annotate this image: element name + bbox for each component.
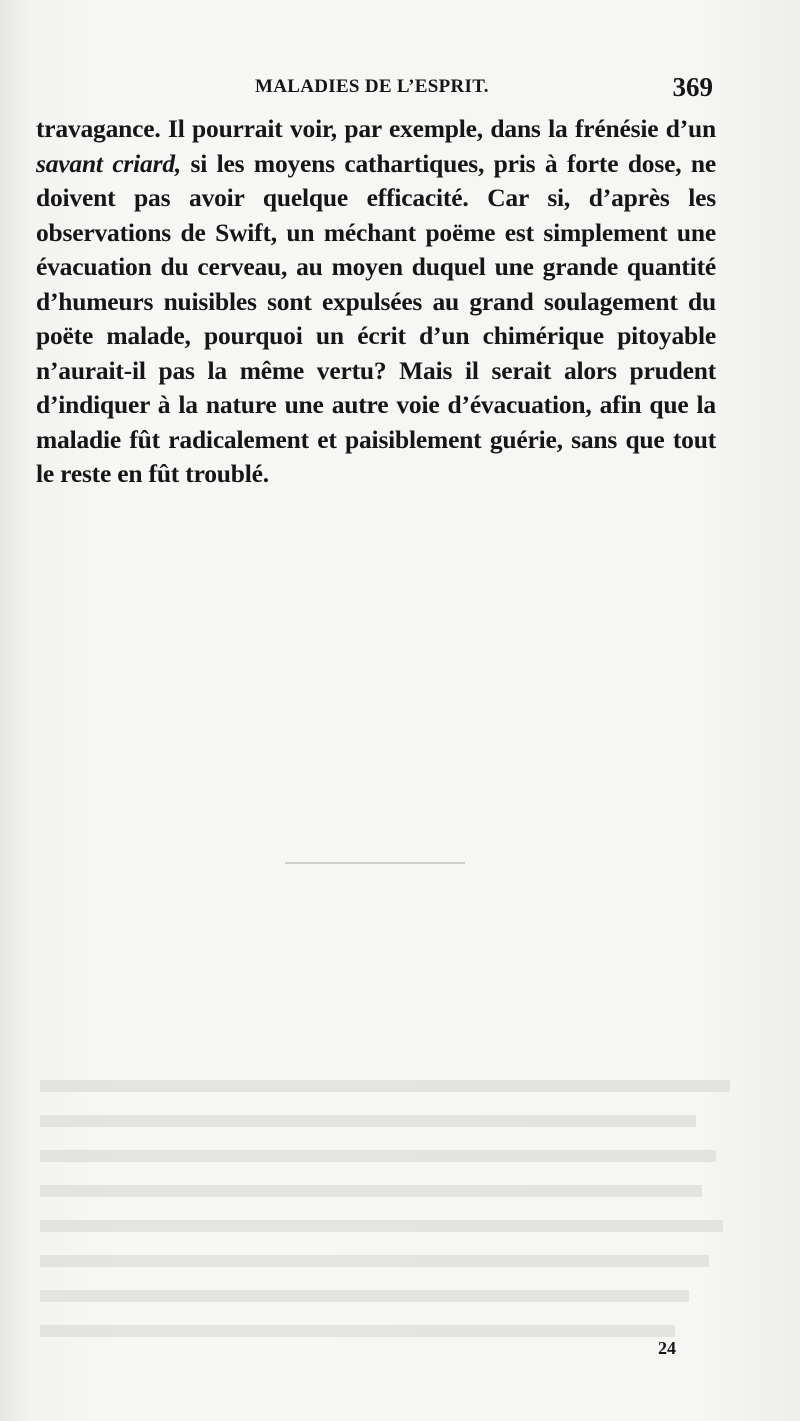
paragraph xyxy=(36,112,716,492)
faint-rule xyxy=(285,862,465,864)
page-number: 369 xyxy=(672,72,713,102)
faint-lines xyxy=(40,1080,730,1360)
text-segment: travagance. Il pourrait voir, par exemple, dans la frénésie d’un xyxy=(36,114,716,143)
running-head xyxy=(0,72,800,106)
body-text xyxy=(36,112,716,492)
text-segment: si les moyens cathartiques, pris à forte dose, ne doivent pas avoir quelque efficacité. Car si, d’après les observations de Swift, un méchant poëme est simplement une évacuation du cerveau, au moyen duquel une grande quantité d’humeurs nuisibles sont expulsées au grand soulagement du poëte malade, pourquoi un écrit d’un chimérique pitoyable n’aurait-il pas la même vertu? Mais il serait alors prudent d’indiquer à la nature une autre voie d’évacuation, afin que la maladie fût radicalement et paisiblement guérie, sans que tout le reste en fût troublé. xyxy=(36,148,716,488)
show-through-background xyxy=(0,480,800,1380)
running-title: MALADIES DE L’ESPRIT. xyxy=(255,76,489,97)
signature-mark: 24 xyxy=(658,1338,676,1358)
italic-text-segment: savant criard, xyxy=(36,148,182,178)
